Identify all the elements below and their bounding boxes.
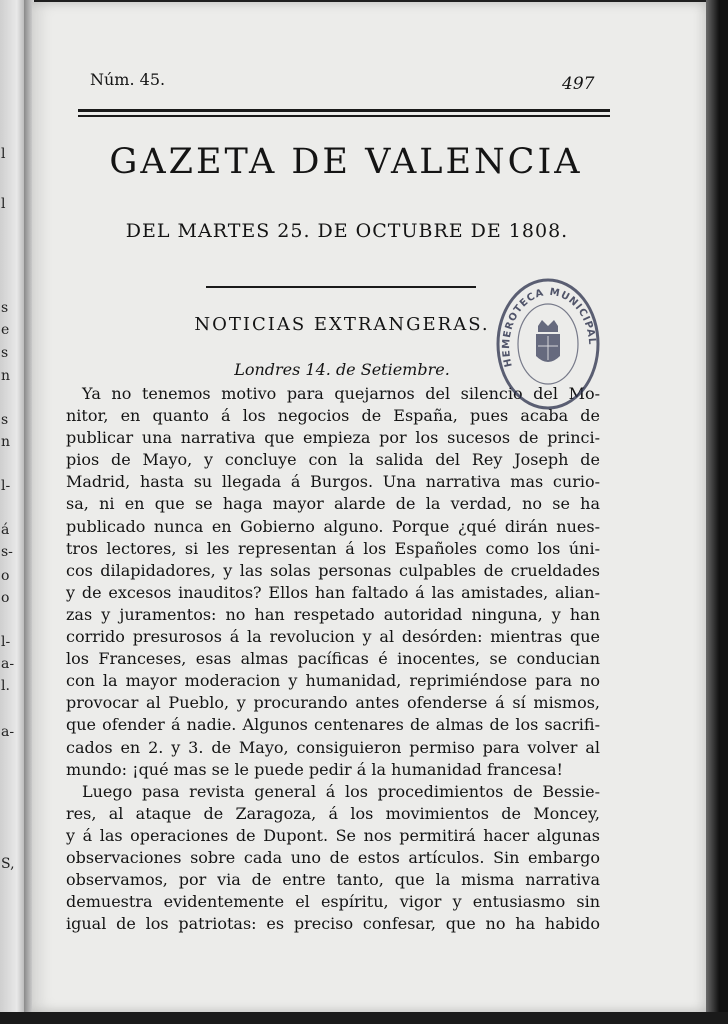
- body-line: corrido presurosos á la revolucion y al desórden: mientras que: [66, 627, 600, 647]
- prev-page-fragment: o: [1, 568, 10, 584]
- body-line: zas y juramentos: no han respetado autoridad ninguna, y han: [66, 604, 600, 624]
- prev-page-fragment: l: [1, 146, 6, 162]
- prev-page-fragment: s: [1, 300, 9, 316]
- body-line: observaciones sobre cada uno de estos artículos. Sin embargo: [66, 847, 600, 867]
- header-rule-thin: [78, 115, 610, 117]
- body-line: observamos, por via de entre tanto, que la misma narrativa: [66, 870, 600, 890]
- body-line: Ya no tenemos motivo para quejarnos del silencio del Mo-: [82, 384, 600, 403]
- prev-page-fragment: l-: [1, 478, 11, 494]
- body-line: con la mayor moderacion y humanidad, reprimiéndose para no: [66, 671, 600, 691]
- library-stamp: [492, 274, 604, 414]
- masthead-title: GAZETA DE VALENCIA: [109, 142, 583, 182]
- prev-page-fragment: e: [1, 322, 10, 338]
- prev-page-fragment: n: [1, 368, 11, 384]
- prev-page-fragment: a-: [1, 724, 15, 740]
- prev-page-fragment: á: [1, 522, 10, 538]
- issue-number: Núm. 45.: [90, 70, 166, 89]
- body-line: publicado nunca en Gobierno alguno. Porque ¿qué dirán nues-: [66, 516, 600, 536]
- body-line: demuestra evidentemente el espíritu, vigor y entusiasmo sin: [66, 892, 600, 912]
- header-rule-thick: [78, 109, 610, 112]
- prev-page-fragment: s: [1, 412, 9, 428]
- section-divider: [206, 286, 476, 288]
- body-line: y á las operaciones de Dupont. Se nos permitirá hacer algunas: [66, 825, 600, 845]
- page-edge-shadow: [706, 0, 728, 1024]
- masthead-dateline: DEL MARTES 25. DE OCTUBRE DE 1808.: [125, 220, 569, 242]
- prev-page-fragment: s-: [1, 544, 13, 560]
- body-line: nitor, en quanto á los negocios de España, pues acaba de: [66, 406, 600, 426]
- body-line: pios de Mayo, y concluye con la salida del Rey Joseph de: [66, 450, 600, 470]
- coat-of-arms-icon: [536, 320, 560, 362]
- body-line: res, al ataque de Zaragoza, á los movimientos de Moncey,: [66, 803, 600, 823]
- stamp-text: HEMEROTECA MUNICIPAL: [501, 286, 598, 368]
- prev-page-fragment: l-: [1, 634, 11, 650]
- body-line: igual de los patriotas: es preciso confesar, que no ha habido: [66, 914, 600, 934]
- body-line: provocar al Pueblo, y procurando antes ofenderse á sí mismos,: [66, 693, 600, 713]
- section-title: NOTICIAS EXTRANGERAS.: [194, 314, 490, 335]
- body-line: mundo: ¡qué mas se le puede pedir á la humanidad francesa!: [66, 759, 563, 779]
- previous-page-edge: [0, 0, 24, 1024]
- bottom-shadow: [0, 1012, 728, 1024]
- prev-page-fragment: s: [1, 345, 9, 361]
- body-line: que ofender á nadie. Algunos centenares de almas de los sacrifi-: [66, 715, 600, 735]
- newspaper-page: [32, 2, 708, 1012]
- prev-page-fragment: S,: [1, 856, 15, 872]
- page-number: 497: [562, 74, 595, 94]
- body-line: y de excesos inauditos? Ellos han faltado á las amistades, alian-: [66, 582, 600, 602]
- body-line: publicar una narrativa que empieza por los sucesos de princi-: [66, 428, 600, 448]
- article-dateline: Londres 14. de Setiembre.: [234, 360, 450, 379]
- body-line: los Franceses, esas almas pacíficas é inocentes, se conducian: [66, 649, 600, 669]
- prev-page-fragment: n: [1, 434, 11, 450]
- prev-page-fragment: l.: [1, 678, 10, 694]
- prev-page-fragment: a-: [1, 656, 15, 672]
- body-line: cos dilapidadores, y las solas personas culpables de crueldades: [66, 560, 600, 580]
- prev-page-fragment: o: [1, 590, 10, 606]
- body-line: Luego pasa revista general á los procedimientos de Bessie-: [82, 781, 600, 801]
- body-line: Madrid, hasta su llegada á Burgos. Una narrativa mas curio-: [66, 472, 600, 492]
- prev-page-fragment: l: [1, 196, 6, 212]
- article-body: [66, 383, 600, 935]
- body-line: tros lectores, si les representan á los Españoles como los úni-: [66, 538, 600, 558]
- body-line: cados en 2. y 3. de Mayo, consiguieron permiso para volver al: [66, 737, 600, 757]
- body-line: sa, ni en que se haga mayor alarde de la verdad, no se ha: [66, 494, 600, 514]
